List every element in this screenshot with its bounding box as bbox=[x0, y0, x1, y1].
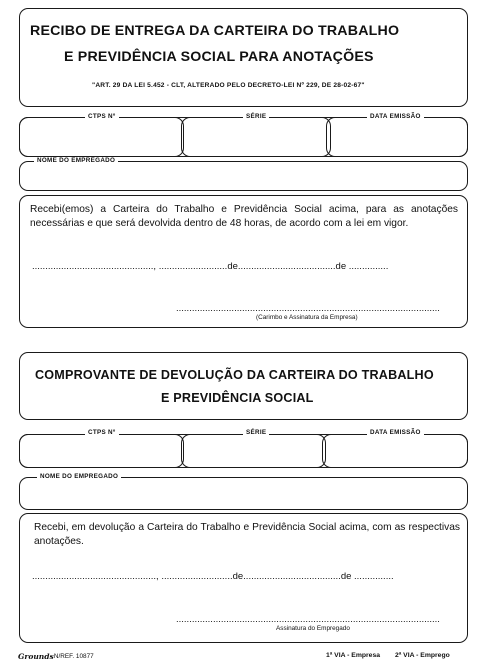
comprovante-place-date-line: ..............................................., ...........................de.....................................de ............... bbox=[32, 571, 394, 582]
comprovante-ctps-label: CTPS Nº bbox=[85, 429, 119, 436]
recibo-signature-caption: (Carimbo e Assinatura da Empresa) bbox=[256, 314, 358, 321]
recibo-nome-empregado-field[interactable] bbox=[19, 161, 468, 191]
recibo-header-box bbox=[19, 8, 468, 107]
comprovante-serie-label: SÉRIE bbox=[243, 429, 269, 436]
recibo-signature-line: .................................................................................................... bbox=[176, 303, 440, 314]
via-empresa-label: 1ª VIA - Empresa bbox=[326, 652, 381, 659]
comprovante-data-emissao-field[interactable] bbox=[322, 434, 468, 468]
comprovante-signature-line: .................................................................................................... bbox=[176, 614, 440, 625]
reference-number: - N/REF. 10877 bbox=[50, 653, 94, 660]
recibo-legal-reference: "ART. 29 DA LEI 5.452 - CLT, ALTERADO PELO DECRETO-LEI Nº 229, DE 28-02-67" bbox=[92, 82, 365, 89]
comprovante-ctps-field[interactable] bbox=[19, 434, 184, 468]
recibo-serie-label: SÉRIE bbox=[243, 113, 269, 120]
comprovante-serie-field[interactable] bbox=[181, 434, 326, 468]
recibo-declaration-box bbox=[19, 195, 468, 328]
comprovante-nome-empregado-label: NOME DO EMPREGADO bbox=[37, 473, 121, 480]
recibo-data-emissao-label: DATA EMISSÃO bbox=[367, 113, 424, 120]
comprovante-title-line1: COMPROVANTE DE DEVOLUÇÃO DA CARTEIRA DO TRABALHO bbox=[35, 368, 434, 382]
recibo-place-date-line: .............................................., ..........................de.....................................de ............... bbox=[32, 261, 389, 272]
comprovante-nome-empregado-field[interactable] bbox=[19, 477, 468, 510]
comprovante-header-box bbox=[19, 352, 468, 420]
recibo-nome-empregado-label: NOME DO EMPREGADO bbox=[34, 157, 118, 164]
recibo-title-line1: RECIBO DE ENTREGA DA CARTEIRA DO TRABALHO bbox=[30, 23, 400, 39]
recibo-ctps-label: CTPS Nº bbox=[85, 113, 119, 120]
recibo-ctps-field[interactable] bbox=[19, 117, 184, 157]
comprovante-data-emissao-label: DATA EMISSÃO bbox=[367, 429, 424, 436]
comprovante-title-line2: E PREVIDÊNCIA SOCIAL bbox=[161, 391, 314, 405]
recibo-declaration-text: Recebi(emos) a Carteira do Trabalho e Previdência Social acima, para as anotações necessárias e que será devolvida dentro de 48 horas, de acordo com a lei em vigor. bbox=[30, 204, 458, 229]
comprovante-signature-caption: Assinatura do Empregado bbox=[276, 625, 350, 632]
recibo-title-line2: E PREVIDÊNCIA SOCIAL PARA ANOTAÇÕES bbox=[64, 49, 374, 65]
recibo-serie-field[interactable] bbox=[181, 117, 331, 157]
via-empregado-label: 2ª VIA - Emprego bbox=[395, 652, 450, 659]
comprovante-declaration-text: Recebi, em devolução a Carteira do Trabalho e Previdência Social acima, com as respectivas anotações. bbox=[34, 522, 460, 547]
comprovante-declaration-box bbox=[19, 513, 468, 643]
recibo-data-emissao-field[interactable] bbox=[326, 117, 468, 157]
brand-logo: Grounds bbox=[18, 652, 54, 661]
